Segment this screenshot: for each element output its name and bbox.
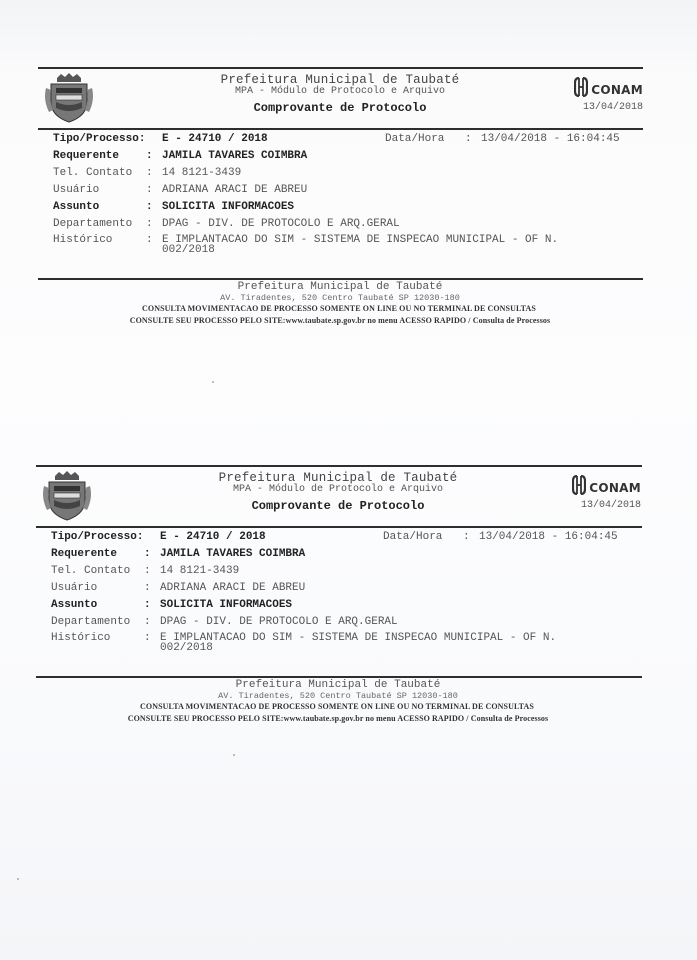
tipo-processo-value: E - 24710 / 2018 bbox=[162, 133, 268, 145]
departamento-colon: : bbox=[144, 616, 151, 628]
historico-value-line2: 002/2018 bbox=[162, 244, 215, 256]
footer-notice-website: CONSULTE SEU PROCESSO PELO SITE:www.taubate.sp.gov.br no menu ACESSO RAPIDO / Consulta de Processos bbox=[129, 316, 551, 325]
header-org-name: Prefeitura Municipal de Taubaté bbox=[220, 73, 460, 87]
header-module-name: MPA - Módulo de Protocolo e Arquivo bbox=[234, 86, 446, 97]
tel-contato-row bbox=[51, 563, 239, 580]
requerente-value: JAMILA TAVARES COIMBRA bbox=[160, 548, 306, 560]
departamento-colon: : bbox=[146, 218, 153, 230]
usuario-label: Usuário bbox=[53, 184, 100, 196]
assunto-colon: : bbox=[144, 599, 151, 611]
conam-logo bbox=[561, 475, 641, 500]
municipal-crest-icon bbox=[41, 470, 93, 522]
header-date: 13/04/2018 bbox=[580, 500, 641, 511]
departamento-row bbox=[53, 216, 400, 233]
data-hora-row bbox=[383, 529, 618, 546]
usuario-value: ADRIANA ARACI DE ABREU bbox=[162, 184, 308, 196]
footer-notice-website: CONSULTE SEU PROCESSO PELO SITE:www.taubate.sp.gov.br no menu ACESSO RAPIDO / Consulta de Processos bbox=[127, 714, 549, 723]
historico-value-line2: 002/2018 bbox=[160, 642, 213, 654]
usuario-colon: : bbox=[146, 184, 153, 196]
header-top-rule bbox=[36, 465, 642, 467]
requerente-colon: : bbox=[144, 548, 151, 560]
requerente-label: Requerente bbox=[51, 548, 118, 560]
historico-continuation bbox=[162, 244, 215, 257]
paper-speck bbox=[233, 754, 235, 756]
departamento-value: DPAG - DIV. DE PROTOCOLO E ARQ.GERAL bbox=[160, 616, 398, 628]
data-hora-colon: : bbox=[465, 133, 472, 145]
assunto-colon: : bbox=[146, 201, 153, 213]
assunto-value: SOLICITA INFORMACOES bbox=[160, 599, 293, 611]
conam-wordmark: CONAM bbox=[589, 480, 641, 495]
historico-value-line1: E IMPLANTACAO DO SIM - SISTEMA DE INSPECAO MUNICIPAL - OF N. bbox=[162, 234, 559, 246]
historico-continuation bbox=[160, 642, 213, 655]
data-hora-label: Data/Hora bbox=[385, 133, 445, 145]
usuario-row bbox=[51, 580, 305, 597]
usuario-label: Usuário bbox=[51, 582, 98, 594]
footer-top-rule bbox=[36, 676, 642, 678]
conam-block bbox=[561, 475, 641, 511]
requerente-row bbox=[53, 148, 307, 165]
tel-contato-value: 14 8121-3439 bbox=[162, 167, 242, 179]
requerente-value: JAMILA TAVARES COIMBRA bbox=[162, 150, 308, 162]
tel-contato-colon: : bbox=[144, 565, 151, 577]
historico-row bbox=[51, 630, 556, 647]
paper-speck bbox=[212, 381, 214, 383]
paper-speck bbox=[17, 878, 19, 880]
header-date: 13/04/2018 bbox=[582, 102, 643, 113]
municipal-crest-icon bbox=[43, 72, 95, 124]
tipo-processo-row bbox=[53, 131, 268, 148]
tel-contato-row bbox=[53, 165, 241, 182]
protocol-receipt-1 bbox=[0, 60, 697, 340]
footer-address: AV. Tiradentes, 520 Centro Taubaté SP 12030-180 bbox=[218, 691, 458, 701]
tel-contato-colon: : bbox=[146, 167, 153, 179]
historico-value-line1: E IMPLANTACAO DO SIM - SISTEMA DE INSPECAO MUNICIPAL - OF N. bbox=[160, 632, 557, 644]
footer-address: AV. Tiradentes, 520 Centro Taubaté SP 12030-180 bbox=[220, 293, 460, 303]
historico-label: Histórico bbox=[53, 234, 113, 246]
departamento-label: Departamento bbox=[51, 616, 131, 628]
header-document-title: Comprovante de Protocolo bbox=[251, 499, 425, 513]
requerente-row bbox=[51, 546, 305, 563]
assunto-label: Assunto bbox=[53, 201, 100, 213]
historico-row bbox=[53, 232, 558, 249]
historico-colon: : bbox=[144, 632, 151, 644]
usuario-value: ADRIANA ARACI DE ABREU bbox=[160, 582, 306, 594]
usuario-row bbox=[53, 182, 307, 199]
header-top-rule bbox=[38, 67, 643, 69]
footer-notice-terminal: CONSULTA MOVIMENTACAO DE PROCESSO SOMENTE ON LINE OU NO TERMINAL DE CONSULTAS bbox=[140, 702, 534, 711]
assunto-label: Assunto bbox=[51, 599, 98, 611]
tel-contato-label: Tel. Contato bbox=[51, 565, 131, 577]
conam-wordmark: CONAM bbox=[591, 82, 643, 97]
historico-colon: : bbox=[146, 234, 153, 246]
footer-org-name: Prefeitura Municipal de Taubaté bbox=[235, 679, 441, 691]
requerente-label: Requerente bbox=[53, 150, 120, 162]
tipo-processo-row bbox=[51, 529, 266, 546]
assunto-row bbox=[53, 199, 294, 216]
assunto-row bbox=[51, 597, 292, 614]
tel-contato-value: 14 8121-3439 bbox=[160, 565, 240, 577]
header-bottom-rule bbox=[36, 526, 642, 528]
tipo-processo-value: E - 24710 / 2018 bbox=[160, 531, 266, 543]
header-module-name: MPA - Módulo de Protocolo e Arquivo bbox=[232, 484, 444, 495]
footer-top-rule bbox=[38, 278, 643, 280]
footer-notice-terminal: CONSULTA MOVIMENTACAO DE PROCESSO SOMENTE ON LINE OU NO TERMINAL DE CONSULTAS bbox=[142, 304, 536, 313]
tel-contato-label: Tel. Contato bbox=[53, 167, 133, 179]
conam-block bbox=[563, 77, 643, 113]
departamento-label: Departamento bbox=[53, 218, 133, 230]
footer-org-name: Prefeitura Municipal de Taubaté bbox=[237, 281, 443, 293]
data-hora-value: 13/04/2018 - 16:04:45 bbox=[481, 133, 620, 145]
conam-logo-icon bbox=[574, 77, 588, 102]
data-hora-label: Data/Hora bbox=[383, 531, 443, 543]
historico-label: Histórico bbox=[51, 632, 111, 644]
header-org-name: Prefeitura Municipal de Taubaté bbox=[218, 471, 458, 485]
tipo-processo-label: Tipo/Processo: bbox=[51, 531, 144, 543]
usuario-colon: : bbox=[144, 582, 151, 594]
data-hora-value: 13/04/2018 - 16:04:45 bbox=[479, 531, 618, 543]
header-bottom-rule bbox=[38, 128, 643, 130]
departamento-row bbox=[51, 614, 398, 631]
departamento-value: DPAG - DIV. DE PROTOCOLO E ARQ.GERAL bbox=[162, 218, 400, 230]
assunto-value: SOLICITA INFORMACOES bbox=[162, 201, 295, 213]
data-hora-colon: : bbox=[463, 531, 470, 543]
protocol-receipt-2 bbox=[0, 458, 697, 738]
conam-logo bbox=[563, 77, 643, 102]
tipo-processo-label: Tipo/Processo: bbox=[53, 133, 146, 145]
header-document-title: Comprovante de Protocolo bbox=[253, 101, 427, 115]
requerente-colon: : bbox=[146, 150, 153, 162]
data-hora-row bbox=[385, 131, 620, 148]
conam-logo-icon bbox=[572, 475, 586, 500]
